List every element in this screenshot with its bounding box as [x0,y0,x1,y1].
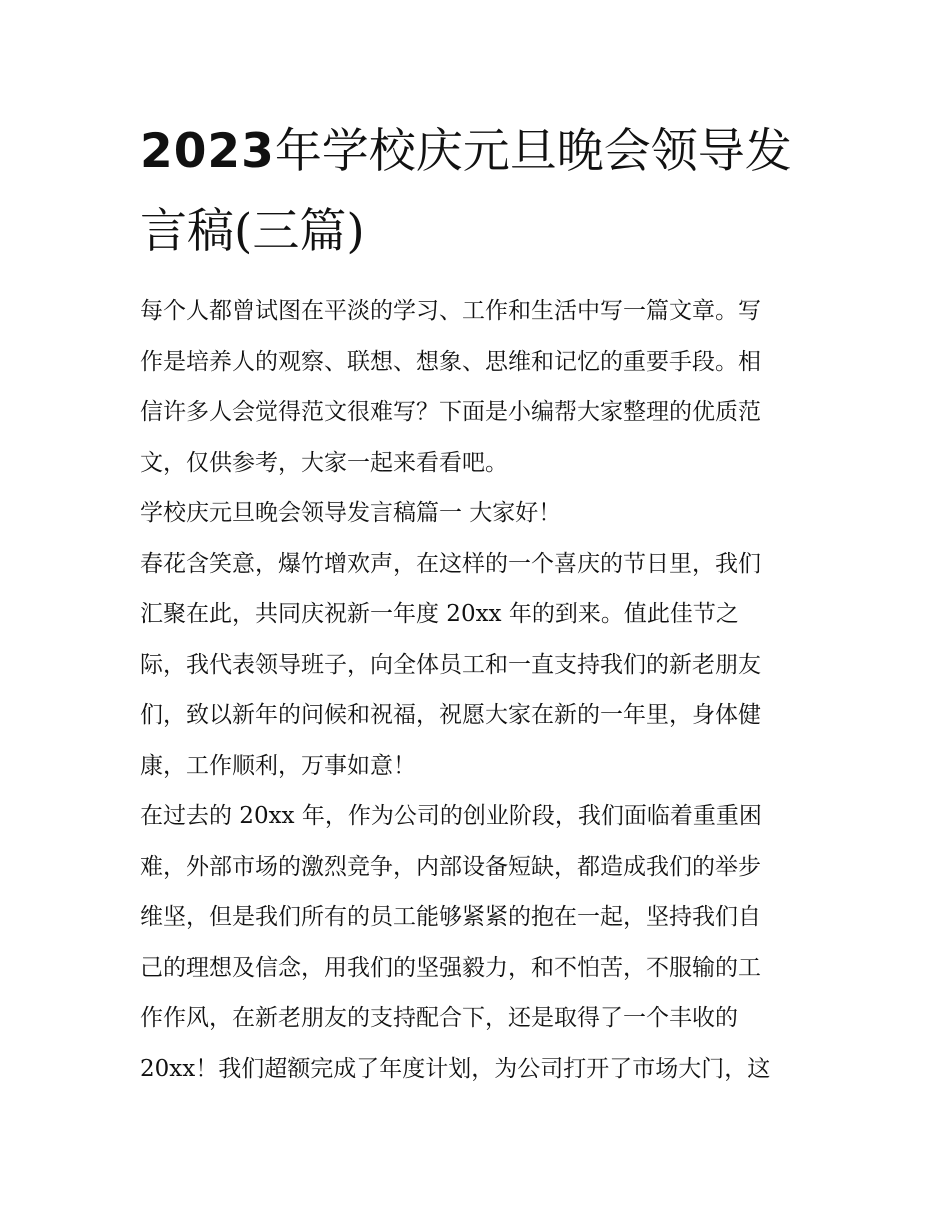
document-body [140,286,812,1094]
title-line-1-text: 年学校庆元旦晚会领导发 [274,124,792,179]
title-line-1 [140,112,812,192]
body-line: 们，致以新年的问候和祝福，祝愿大家在新的一年里，身体健 [140,702,761,728]
title-year: 2023 [140,124,275,179]
body-line: 每个人都曾试图在平淡的学习、工作和生活中写一篇文章。写 [140,298,761,324]
body-line: 20xx！我们超额完成了年度计划，为公司打开了市场大门，这 [140,1055,771,1082]
document-title [140,112,812,272]
body-line: 汇聚在此，共同庆祝新一年度 20xx 年的到来。值此佳节之 [140,601,739,627]
body-line: 在过去的 20xx 年，作为公司的创业阶段，我们面临着重重困 [140,803,762,829]
body-line: 康，工作顺利，万事如意！ [140,752,416,779]
title-line-2: 言稿(三篇) [140,204,365,259]
body-line: 作作风，在新老朋友的支持配合下，还是取得了一个丰收的 [140,1005,738,1031]
body-line: 际，我代表领导班子，向全体员工和一直支持我们的新老朋友 [140,651,761,678]
body-line: 难，外部市场的激烈竞争，内部设备短缺，都造成我们的举步 [140,853,761,880]
body-line: 维坚，但是我们所有的员工能够紧紧的抱在一起，坚持我们自 [140,904,761,930]
body-line: 己的理想及信念，用我们的坚强毅力，和不怕苦，不服输的工 [140,954,761,981]
section-heading-line: 学校庆元旦晚会领导发言稿篇一 大家好！ [140,500,562,526]
body-line: 信许多人会觉得范文很难写？下面是小编帮大家整理的优质范 [140,399,761,425]
document-content [140,112,812,1094]
body-line: 春花含笑意，爆竹增欢声，在这样的一个喜庆的节日里，我们 [140,550,761,577]
body-line: 作是培养人的观察、联想、想象、思维和记忆的重要手段。相 [140,348,761,375]
body-line: 文，仅供参考，大家一起来看看吧。 [140,449,508,476]
